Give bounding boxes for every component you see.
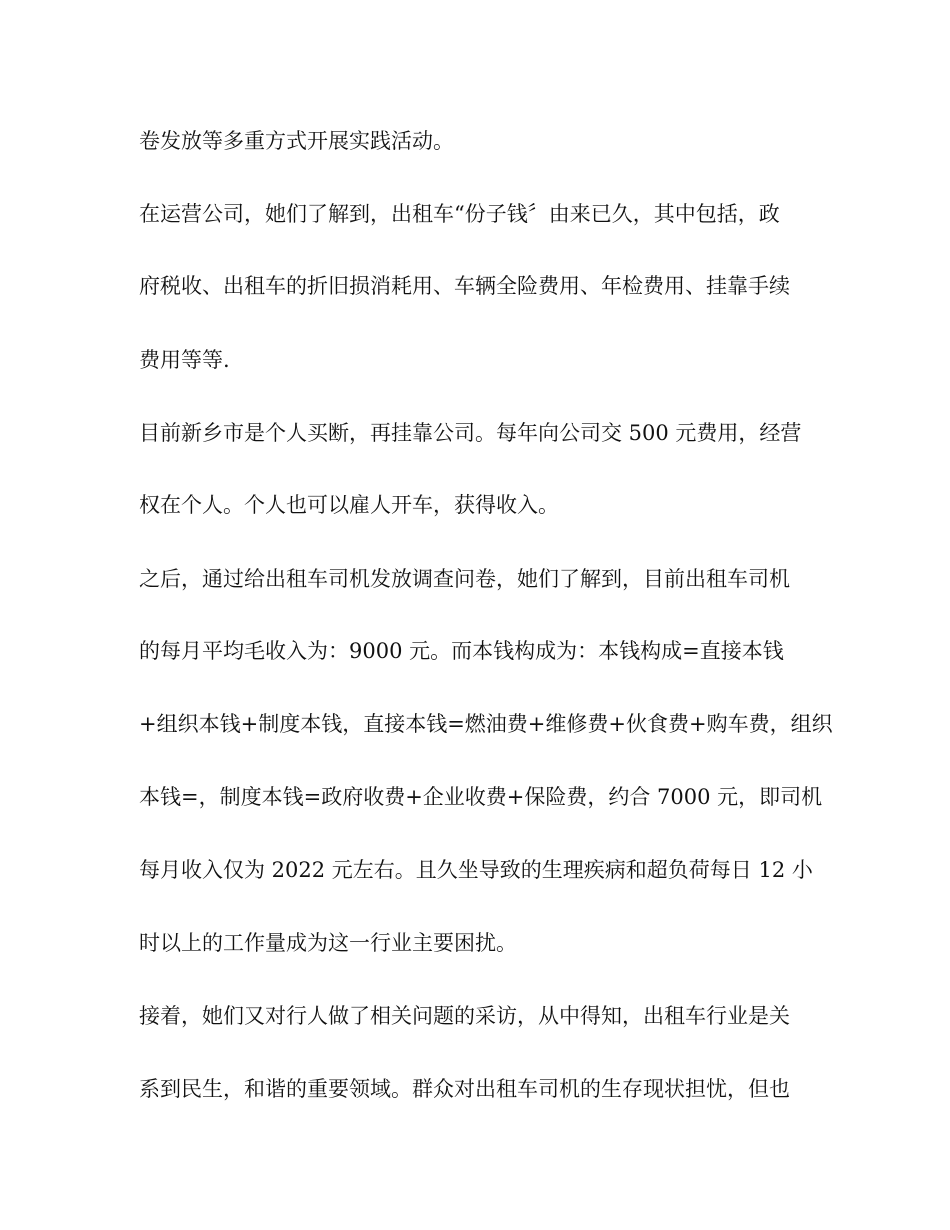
text-line-14: 系到民生，和谐的重要领域。群众对出租车司机的生存现状担忧，但也 bbox=[139, 1077, 790, 1101]
text-line-11: 每月收入仅为 2022 元左右。且久坐导致的生理疾病和超负荷每日 12 小 bbox=[139, 858, 813, 882]
text-line-9: +组织本钱+制度本钱，直接本钱=燃油费+维修费+伙食费+购车费，组织 bbox=[139, 712, 833, 736]
text-line-12: 时以上的工作量成为这一行业主要困扰。 bbox=[139, 931, 517, 955]
text-line-2: 在运营公司，她们了解到，出租车“份子钱〞由来已久，其中包括，政 bbox=[139, 202, 780, 226]
text-line-10: 本钱=，制度本钱=政府收费+企业收费+保险费，约合 7000 元，即司机 bbox=[139, 785, 823, 809]
text-line-1: 卷发放等多重方式开展实践活动。 bbox=[139, 129, 454, 153]
text-line-5: 目前新乡市是个人买断，再挂靠公司。每年向公司交 500 元费用，经营 bbox=[139, 421, 802, 445]
text-line-8: 的每月平均毛收入为：9000 元。而本钱构成为：本钱构成=直接本钱 bbox=[139, 639, 784, 663]
text-line-4: 费用等等. bbox=[139, 348, 230, 372]
text-line-13: 接着，她们又对行人做了相关问题的采访，从中得知，出租车行业是关 bbox=[139, 1004, 790, 1028]
text-line-6: 权在个人。个人也可以雇人开车，获得收入。 bbox=[139, 493, 559, 517]
text-line-7: 之后，通过给出租车司机发放调查问卷，她们了解到，目前出租车司机 bbox=[139, 567, 790, 591]
text-line-3: 府税收、出租车的折旧损消耗用、车辆全险费用、年检费用、挂靠手续 bbox=[139, 274, 790, 298]
